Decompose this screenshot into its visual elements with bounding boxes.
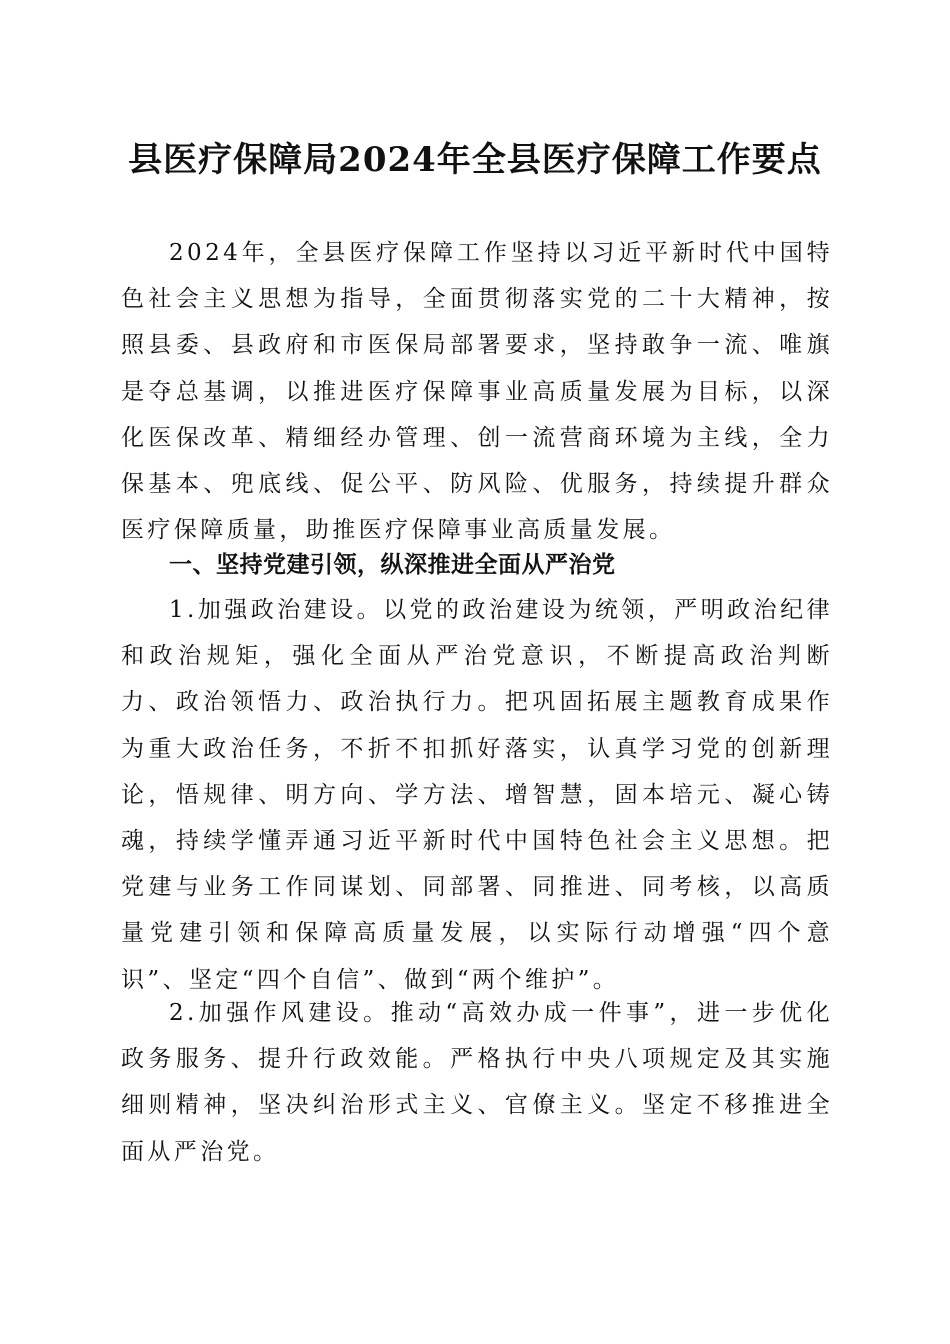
section-heading: 一、坚持党建引领，纵深推进全面从严治党 xyxy=(169,552,616,578)
document-title: 县医疗保障局2024年全县医疗保障工作要点 xyxy=(128,140,822,180)
intro-paragraph: 2024年，全县医疗保障工作坚持以习近平新时代中国特色社会主义思想为指导，全面贯彻落实党的二十大精神，按照县委、县政府和市医保局部署要求，坚持敢争一流、唯旗是夺总基调，以推进医疗保障事业高质量发展为目标，以深化医保改革、精细经办管理、创一流营商环境为主线，全力保基本、兜底线、促公平、防风险、优服务，持续提升群众医疗保障质量，助推医疗保障事业高质量发展。 xyxy=(121,240,833,544)
item-paragraph-1: 1.加强政治建设。以党的政治建设为统领，严明政治纪律和政治规矩，强化全面从严治党意识，不断提高政治判断力、政治领悟力、政治执行力。把巩固拓展主题教育成果作为重大政治任务，不折不扣抓好落实，认真学习党的创新理论，悟规律、明方向、学方法、增智慧，固本培元、凝心铸魂，持续学懂弄通习近平新时代中国特色社会主义思想。把党建与业务工作同谋划、同部署、同推进、同考核，以高质量党建引领和保障高质量发展，以实际行动增强“四个意识”、坚定“四个自信”、做到“两个维护”。 xyxy=(121,597,833,993)
item-paragraph-2: 2.加强作风建设。推动“高效办成一件事”，进一步优化政务服务、提升行政效能。严格执行中央八项规定及其实施细则精神，坚决纠治形式主义、官僚主义。坚定不移推进全面从严治党。 xyxy=(121,1000,833,1165)
